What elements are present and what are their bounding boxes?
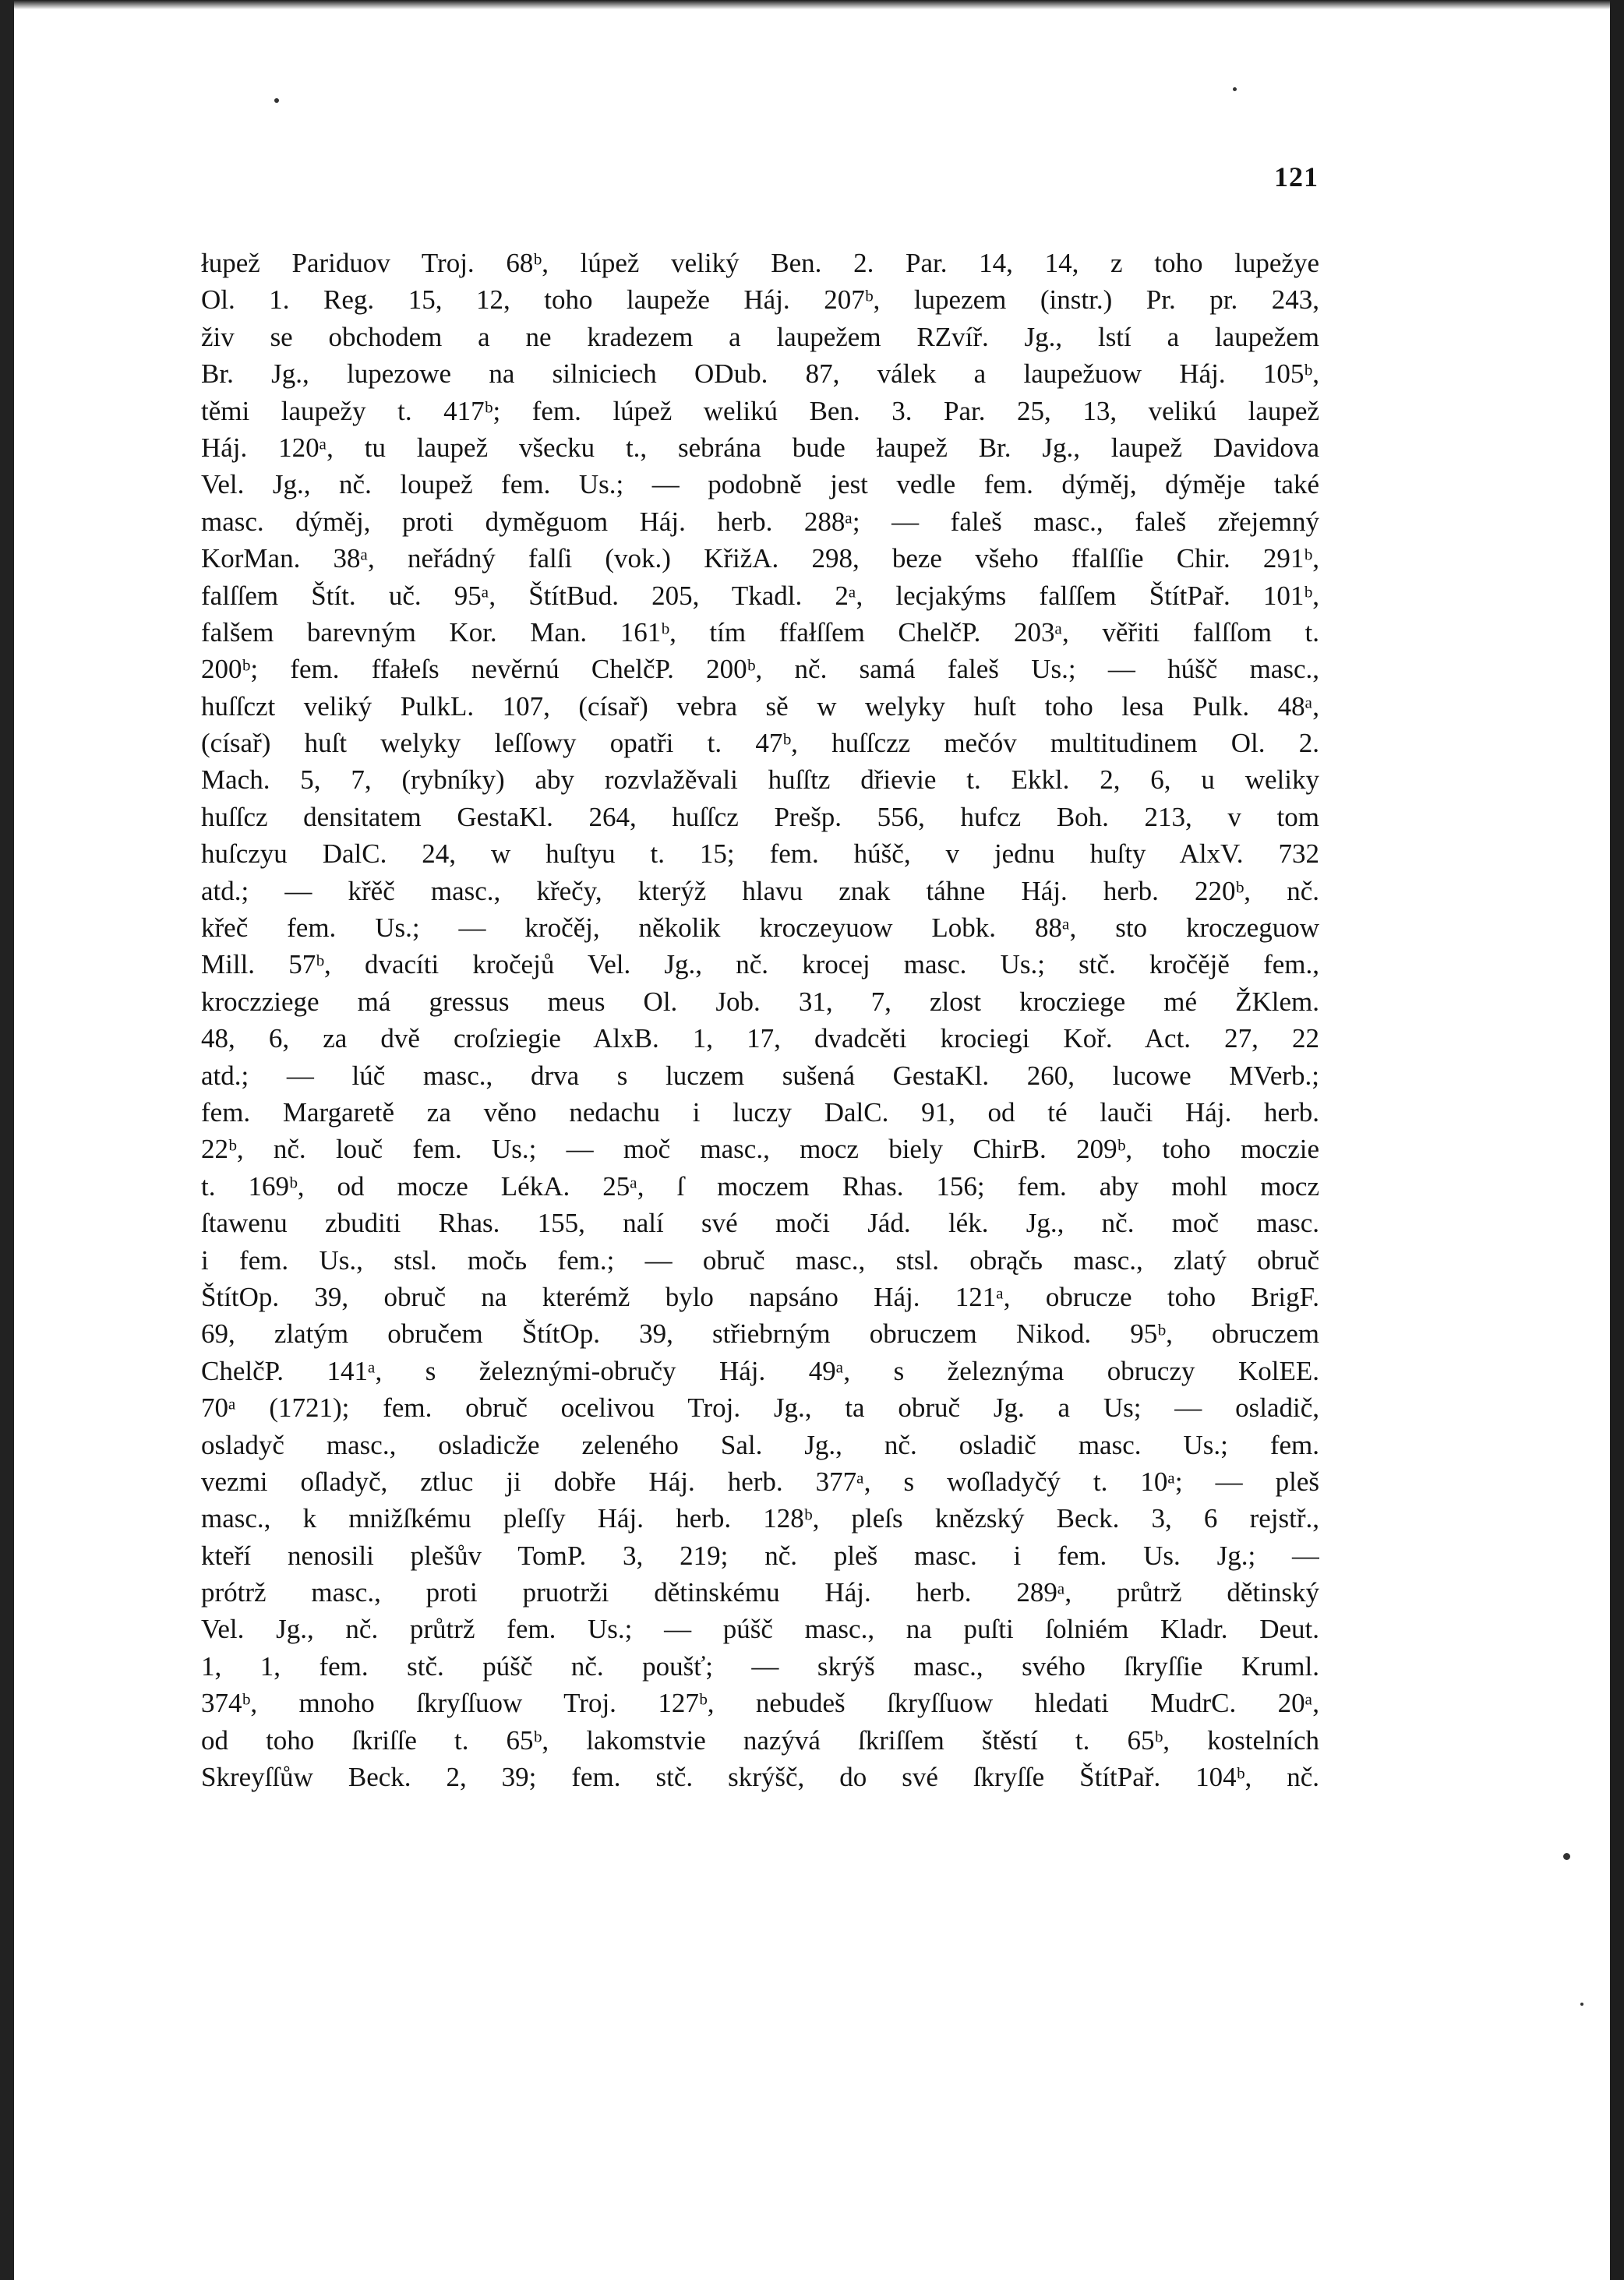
text-line: Vel. Jg., nč. loupež fem. Us.; — podobně jest vedle fem. dýměj, dýměje také <box>201 469 1319 500</box>
text-line: vezmi oſladyč, ztluc ji dobře Háj. herb. 377ᵃ, s woſladyčý t. 10ᵃ; — pleš <box>201 1466 1319 1497</box>
text-line: 1, 1, fem. stč. púšč nč. poušť; — skrýš masc., svého ſkryſſie Kruml. <box>201 1650 1319 1682</box>
text-line: těmi laupežy t. 417ᵇ; fem. lúpež welikú Ben. 3. Par. 25, 13, velikú laupež <box>201 395 1319 426</box>
scan-speck <box>1233 87 1237 91</box>
text-line <box>201 1795 1319 1832</box>
text-line: i fem. Us., stsl. močь fem.; — obruč masc., stsl. obrąčь masc., zlatý obruč <box>201 1244 1319 1276</box>
text-line: Vel. Jg., nč. průtrž fem. Us.; — púšč masc., na puſti ſolniém Kladr. Deut. <box>201 1614 1319 1645</box>
dictionary-text-block <box>201 245 1319 1869</box>
text-line: 69, zlatým obručem ŠtítOp. 39, střiebrným obruczem Nikod. 95ᵇ, obruczem <box>201 1318 1319 1350</box>
text-line <box>201 1833 1319 1869</box>
text-line: 22ᵇ, nč. louč fem. Us.; — moč masc., mocz biely ChirB. 209ᵇ, toho moczie <box>201 1134 1319 1165</box>
scan-border-top <box>0 0 1624 9</box>
text-line: masc. dýměj, proti dyměguom Háj. herb. 288ᵃ; — faleš masc., faleš zřejemný <box>201 506 1319 537</box>
scan-speck <box>1580 2003 1583 2006</box>
text-line: Skreyſſůw Beck. 2, 39; fem. stč. skrýšč, do své ſkryſſe ŠtítPař. 104ᵇ, nč. <box>201 1762 1319 1793</box>
page-number: 121 <box>1274 161 1319 192</box>
text-line: kteří nenosili plešův TomP. 3, 219; nč. pleš masc. i fem. Us. Jg.; — <box>201 1540 1319 1571</box>
text-line: křeč fem. Us.; — kročěj, několik kroczeyuow Lobk. 88ᵃ, sto kroczeguow <box>201 912 1319 944</box>
text-line: Mill. 57ᵇ, dvacíti kročejů Vel. Jg., nč. krocej masc. Us.; stč. kročějě fem., <box>201 949 1319 980</box>
text-line: 48, 6, za dvě croſziegie AlxB. 1, 17, dvadcěti krociegi Koř. Act. 27, 22 <box>201 1023 1319 1054</box>
text-line: atd.; — křěč masc., křečy, kterýž hlavu znak táhne Háj. herb. 220ᵇ, nč. <box>201 875 1319 906</box>
text-line: živ se obchodem a ne kradezem a laupežem RZvíř. Jg., lstí a laupežem <box>201 321 1319 352</box>
text-line: ŠtítOp. 39, obruč na kterémž bylo napsáno Háj. 121ᵃ, obrucze toho BrigF. <box>201 1281 1319 1312</box>
text-line: 70ᵃ (1721); fem. obruč ocelivou Troj. Jg., ta obruč Jg. a Us; — osladič, <box>201 1392 1319 1424</box>
text-line: ſtawenu zbuditi Rhas. 155, nalí své moči Jád. lék. Jg., nč. moč masc. <box>201 1208 1319 1239</box>
text-line: prótrž masc., proti pruotrži dětinskému Háj. herb. 289ᵃ, průtrž dětinský <box>201 1577 1319 1608</box>
text-line: KorMan. 38ᵃ, neřádný falſi (vok.) KřižA. 298, beze všeho ffalſſie Chir. 291ᵇ, <box>201 543 1319 574</box>
text-line: 374ᵇ, mnoho ſkryſſuow Troj. 127ᵇ, nebudeš ſkryſſuow hledati MudrC. 20ᵃ, <box>201 1688 1319 1719</box>
scan-border-right <box>1610 0 1624 2280</box>
text-line: Háj. 120ᵃ, tu laupež všecku t., sebrána bude łaupež Br. Jg., laupež Davidova <box>201 432 1319 463</box>
scan-speck <box>274 98 279 103</box>
text-line: osladyč masc., osladicže zeleného Sal. Jg., nč. osladič masc. Us.; fem. <box>201 1429 1319 1460</box>
text-line: falšem barevným Kor. Man. 161ᵇ, tím ffałſſem ChelčP. 203ᵃ, věřiti falſſom t. <box>201 616 1319 648</box>
text-line: falſſem Štít. uč. 95ᵃ, ŠtítBud. 205, Tkadl. 2ᵃ, lecjakýms falſſem ŠtítPař. 101ᵇ, <box>201 580 1319 611</box>
text-line: Mach. 5, 7, (rybníky) aby rozvlažěvali huſſtz dřievie t. Ekkl. 2, 6, u weliky <box>201 764 1319 796</box>
text-line: ChelčP. 141ᵃ, s železnými-obručy Háj. 49ᵃ, s železnýma obruczy KolEE. <box>201 1355 1319 1386</box>
text-line: od toho ſkriſſe t. 65ᵇ, lakomstvie nazývá ſkriſſem štěstí t. 65ᵇ, kostelních <box>201 1724 1319 1756</box>
text-line: huſſcz densitatem GestaKl. 264, huſſcz Prešp. 556, hufcz Boh. 213, v tom <box>201 801 1319 832</box>
text-line: atd.; — lúč masc., drva s luczem sušená GestaKl. 260, lucowe MVerb.; <box>201 1060 1319 1091</box>
text-line: fem. Margaretě za věno nedachu i luczy DalC. 91, od té lauči Háj. herb. <box>201 1096 1319 1128</box>
text-line: huſczyu DalC. 24, w huſtyu t. 15; fem. húšč, v jednu huſty AlxV. 732 <box>201 838 1319 870</box>
text-line: (císař) huſt welyky leſſowy opatři t. 47ᵇ, huſſczz mečóv multitudinem Ol. 2. <box>201 728 1319 759</box>
text-line: łupež Pariduov Troj. 68ᵇ, lúpež veliký Ben. 2. Par. 14, 14, z toho lupežye <box>201 248 1319 278</box>
text-line: Br. Jg., lupezowe na silniciech ODub. 87, válek a laupežuow Háj. 105ᵇ, <box>201 358 1319 390</box>
scan-border-left <box>0 0 14 2280</box>
text-line: 200ᵇ; fem. ffałeſs nevěrnú ChelčP. 200ᵇ, nč. samá faleš Us.; — húšč masc., <box>201 654 1319 685</box>
text-line: huſſczt veliký PulkL. 107, (císař) vebra sě w welyky huſt toho lesa Pulk. 48ᵃ, <box>201 690 1319 722</box>
text-line: masc., k mnižſkému pleſſy Háj. herb. 128ᵇ, pleſs knězský Beck. 3, 6 rejstř., <box>201 1503 1319 1534</box>
scan-speck <box>1563 1853 1570 1860</box>
text-line: t. 169ᵇ, od mocze LékA. 25ᵃ, ſ moczem Rhas. 156; fem. aby mohl mocz <box>201 1170 1319 1202</box>
text-line: Ol. 1. Reg. 15, 12, toho laupeže Háj. 207ᵇ, lupezem (instr.) Pr. pr. 243, <box>201 284 1319 316</box>
text-line: kroczziege má gressus meus Ol. Job. 31, 7, zlost krocziege mé ŽKlem. <box>201 986 1319 1017</box>
